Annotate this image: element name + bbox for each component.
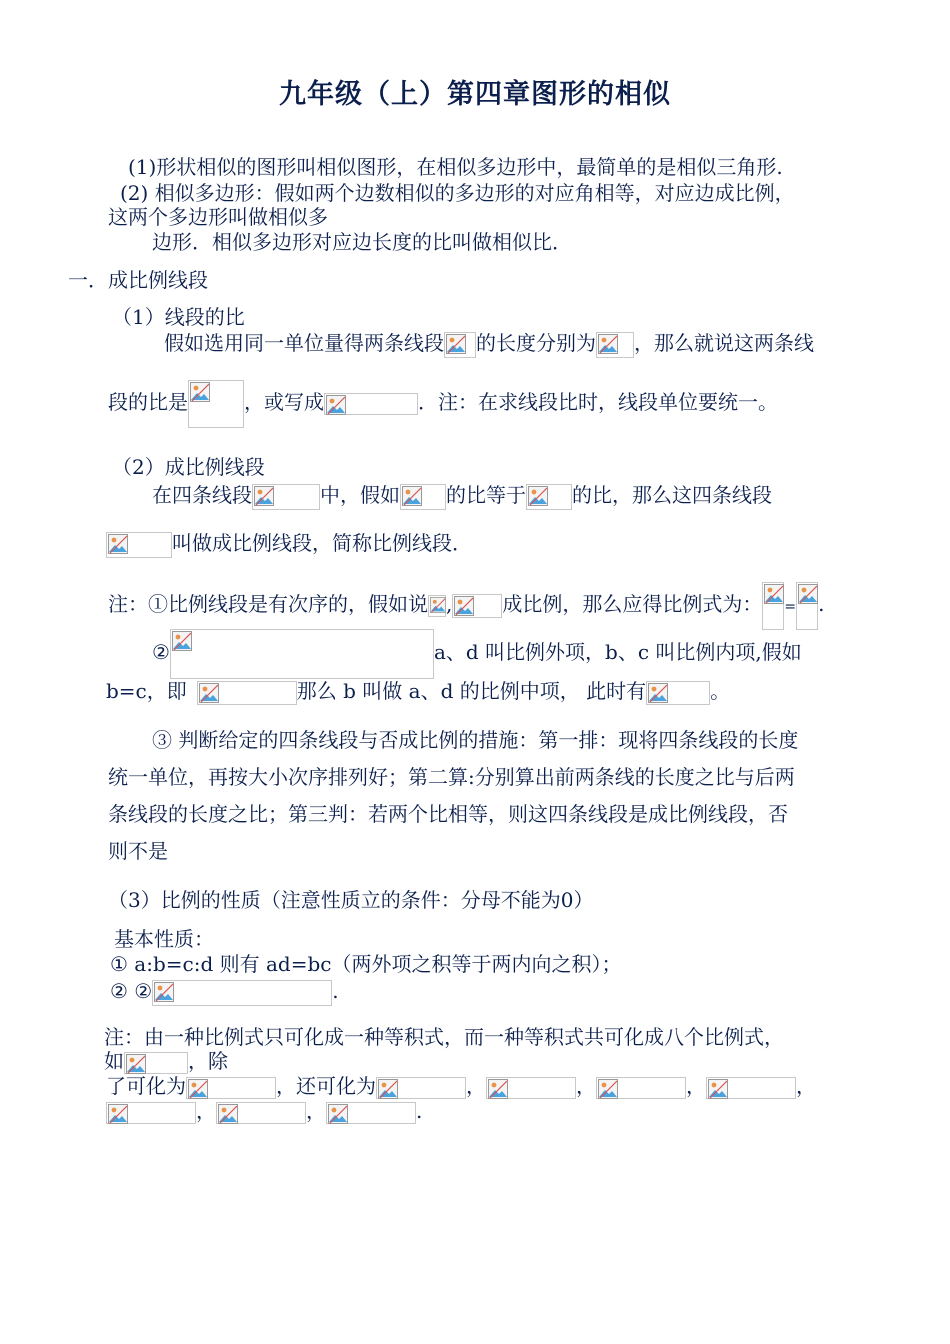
sub1-line-2: [108, 378, 778, 428]
note-line-7: 则不是: [108, 839, 168, 863]
sub3-m4: [106, 1098, 422, 1124]
broken-image-icon: [648, 683, 668, 703]
formula-image: [762, 582, 784, 630]
sub2-text-c: 的比等于: [446, 483, 526, 507]
note-line-4: ③ 判断给定的四条线段与否成比例的措施：第一排：现将四条线段的长度: [152, 728, 799, 752]
broken-image-icon: [764, 584, 784, 604]
sub2-line-1: [152, 482, 772, 510]
note-text-e: .: [818, 592, 825, 616]
note-text-g: a、d 叫比例外项，b、c 叫比例内项,假如: [433, 640, 802, 664]
period: .: [416, 1099, 423, 1123]
sub3-b2: [110, 978, 339, 1006]
sub1-text-b: 的长度分别为: [476, 331, 596, 355]
formula-image: [376, 1077, 466, 1099]
note-line-6: 条线段的长度之比；第三判：若两个比相等，则这四条线段是成比例线段，否: [108, 802, 788, 826]
broken-image-icon: [254, 486, 274, 506]
broken-image-icon: [454, 596, 474, 616]
broken-image-icon: [108, 534, 128, 554]
sub1-text-e: ，或写成: [244, 390, 324, 414]
broken-image-icon: [402, 486, 422, 506]
sub1-text-c: ，那么就说这两条线: [634, 331, 814, 355]
sub3-b2-end: .: [332, 979, 339, 1003]
sub3-m2-a: 如: [104, 1049, 124, 1073]
sub1-text-d: 段的比是: [108, 390, 188, 414]
sub2-label: （2）成比例线段: [112, 455, 265, 479]
broken-image-icon: [378, 1079, 398, 1099]
formula-image: [796, 582, 818, 630]
sub3-basic: 基本性质：: [114, 927, 214, 951]
formula-image: [188, 380, 244, 428]
broken-image-icon: [488, 1079, 508, 1099]
section-heading: 一．成比例线段: [68, 268, 208, 292]
comma: ，: [196, 1099, 216, 1123]
comma: ，: [466, 1074, 486, 1098]
sub2-text-b: 中，假如: [320, 483, 400, 507]
formula-image: [197, 681, 297, 705]
formula-image: [596, 332, 634, 358]
sub2-text-e: 叫做成比例线段，简称比例线段．: [172, 531, 472, 555]
sub2-line-2: [106, 530, 472, 558]
formula-image: [428, 595, 446, 617]
note-text-j: 。: [710, 679, 731, 703]
note-text-f: ②: [152, 640, 170, 664]
note-text-d: =: [784, 599, 797, 615]
broken-image-icon: [446, 334, 466, 354]
sub3-m3-b: ，还可化为: [276, 1074, 376, 1098]
broken-image-icon: [172, 631, 192, 651]
broken-image-icon: [199, 683, 219, 703]
formula-image: [216, 1102, 306, 1124]
comma: ，: [796, 1074, 816, 1098]
broken-image-icon: [528, 486, 548, 506]
intro-line-4: 边形．相似多边形对应边长度的比叫做相似比．: [152, 230, 572, 254]
note-text-b: ,: [446, 592, 453, 616]
broken-image-icon: [126, 1054, 146, 1074]
formula-image: [646, 681, 710, 705]
intro-line-2: (2) 相似多边形：假如两个边数相似的多边形的对应角相等，对应边成比例，: [120, 181, 795, 205]
comma: ，: [576, 1074, 596, 1098]
note-line-3: [106, 678, 730, 705]
sub3-b2-text: ② ②: [110, 979, 153, 1003]
broken-image-icon: [154, 982, 174, 1002]
broken-image-icon: [218, 1104, 238, 1124]
sub3-m1: 注：由一种比例式只可化成一种等积式，而一种等积式共可化成八个比例式，: [104, 1025, 784, 1049]
formula-image: [106, 532, 172, 558]
broken-image-icon: [326, 395, 346, 415]
note-line-5: 统一单位，再按大小次序排列好；第二算:分别算出前两条线的长度之比与后两: [108, 765, 795, 789]
sub1-line-1: [164, 330, 814, 358]
intro-line-1: (1)形状相似的图形叫相似图形，在相似多边形中，最简单的是相似三角形.: [128, 155, 783, 179]
note-text-a: 注：①比例线段是有次序的，假如说: [108, 592, 428, 616]
formula-image: [170, 629, 434, 679]
sub3-m3-a: 了可化为: [106, 1074, 186, 1098]
formula-image: [444, 332, 476, 358]
formula-image: [526, 484, 572, 510]
broken-image-icon: [708, 1079, 728, 1099]
note-line-1: [108, 580, 824, 631]
broken-image-icon: [598, 1079, 618, 1099]
formula-image: [596, 1077, 686, 1099]
note-line-2: [152, 627, 802, 679]
sub1-text-a: 假如选用同一单位量得两条线段: [164, 331, 444, 355]
note-text-i: 那么 b 叫做 a、d 的比例中项， 此时有: [296, 679, 647, 703]
page-title: 九年级（上）第四章图形的相似: [279, 79, 671, 110]
note-text-c: 成比例，那么应得比例式为：: [502, 592, 763, 616]
broken-image-icon: [108, 1104, 128, 1124]
comma: ，: [686, 1074, 706, 1098]
broken-image-icon: [798, 584, 818, 604]
sub3-m2: [104, 1048, 228, 1074]
intro-line-3: 这两个多边形叫做相似多: [108, 205, 328, 229]
formula-image: [486, 1077, 576, 1099]
formula-image: [186, 1077, 276, 1099]
formula-image: [106, 1102, 196, 1124]
comma: ，: [306, 1099, 326, 1123]
sub2-text-a: 在四条线段: [152, 483, 252, 507]
formula-image: [152, 980, 332, 1006]
formula-image: [326, 1102, 416, 1124]
formula-image: [252, 484, 320, 510]
formula-image: [400, 484, 446, 510]
broken-image-icon: [190, 382, 210, 402]
sub1-label: （1）线段的比: [112, 305, 245, 329]
broken-image-icon: [188, 1079, 208, 1099]
broken-image-icon: [598, 334, 618, 354]
formula-image: [452, 594, 502, 618]
sub2-text-d: 的比，那么这四条线段: [572, 483, 772, 507]
note-text-h: b=c，即: [106, 679, 187, 703]
sub3-label: （3）比例的性质（注意性质立的条件：分母不能为0）: [108, 888, 594, 912]
formula-image: [324, 393, 418, 415]
sub1-text-f: ．注：在求线段比时，线段单位要统一。: [418, 390, 778, 414]
broken-image-icon: [328, 1104, 348, 1124]
broken-image-icon: [430, 597, 446, 613]
formula-image: [124, 1052, 188, 1074]
sub3-m2-b: ，除: [188, 1049, 228, 1073]
formula-image: [706, 1077, 796, 1099]
sub3-m3: [106, 1073, 816, 1099]
sub3-b1: ① a:b=c:d 则有 ad=bc（两外项之积等于两内向之积）；: [110, 952, 622, 976]
